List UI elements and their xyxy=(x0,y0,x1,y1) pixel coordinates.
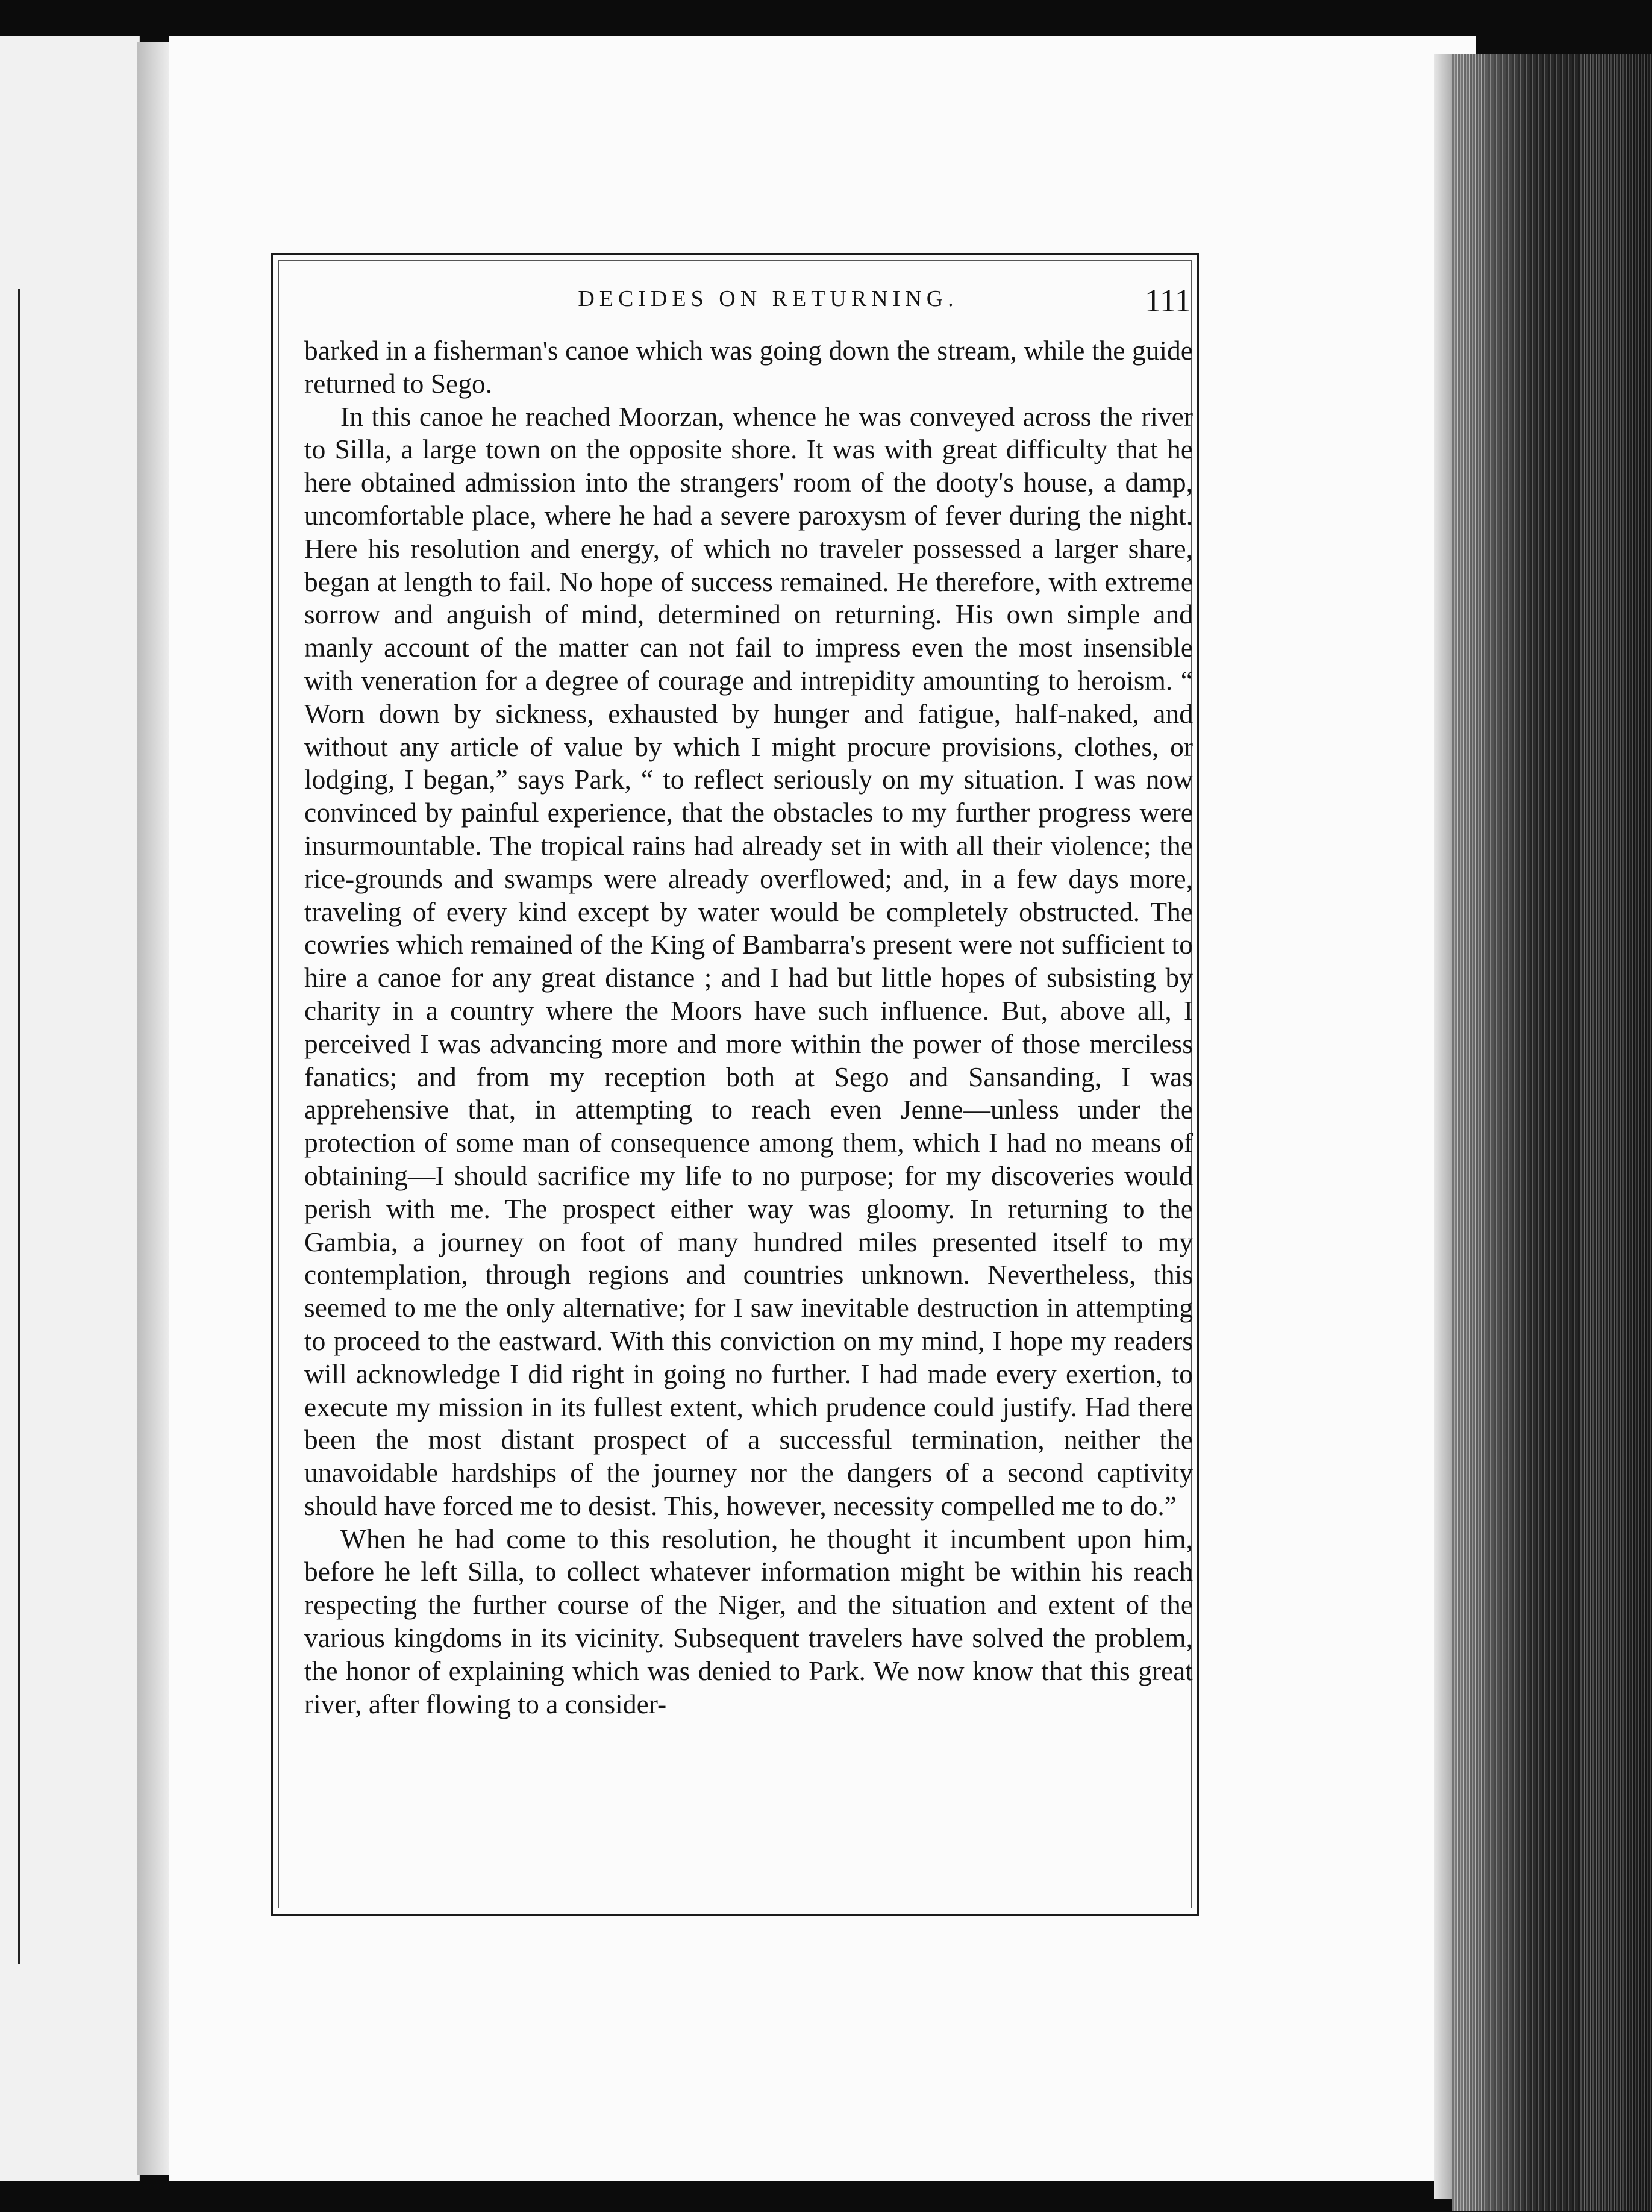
body-text xyxy=(304,334,1193,1720)
fore-edge-shading xyxy=(1452,54,1652,2211)
paragraph-park-account: In this canoe he reached Moorzan, whence he was conveyed across the river to Silla, a large town on the opposite shore. It was with great difficulty that he here obtained admission into the strangers' room of the dooty's house, a damp, uncomfortable place, where he had a severe paroxysm of fever during the night. Here his resolution and energy, of which no traveler possessed a larger share, began at length to fail. No hope of success remained. He therefore, with extreme sorrow and anguish of mind, determined on returning. His own simple and manly account of the matter can not fail to impress even the most insensible with veneration for a degree of courage and intrepidity amounting to heroism. “ Worn down by sickness, exhausted by hunger and fatigue, half-naked, and without any article of value by which I might procure provisions, clothes, or lodging, I began,” says Park, “ to reflect seriously on my situation. I was now convinced by painful experience, that the obstacles to my further progress were insurmountable. The tropical rains had already set in with all their violence; the rice-grounds and swamps were already overflowed; and, in a few days more, traveling of every kind except by water would be completely obstructed. The cowries which remained of the King of Bambarra's present were not sufficient to hire a canoe for any great distance ; and I had but little hopes of subsisting by charity in a country where the Moors have such influence. But, above all, I perceived I was advancing more and more within the power of those merciless fanatics; and from my reception both at Sego and Sansanding, I was apprehensive that, in attempting to reach even Jenne—unless under the protection of some man of consequence among them, which I had no means of obtaining—I should sacrifice my life to no purpose; for my discoveries would perish with me. The prospect either way was gloomy. In returning to the Gambia, a journey on foot of many hundred miles presented itself to my contemplation, through regions and countries unknown. Nevertheless, this seemed to me the only alternative; for I saw inevitable destruction in attempting to proceed to the eastward. With this conviction on my mind, I hope my readers will acknowledge I did right in going no further. I had made every exertion, to execute my mission in its fullest extent, which prudence could justify. Had there been the most distant prospect of a successful termination, neither the unavoidable hardships of the journey nor the dangers of a second captivity should have forced me to desist. This, however, necessity compelled me to do.” xyxy=(304,401,1193,1521)
page-header xyxy=(304,282,1196,324)
facing-page-rule xyxy=(0,289,20,1964)
page-number: 111 xyxy=(1145,283,1191,319)
running-head: DECIDES ON RETURNING. xyxy=(578,286,959,311)
book-gutter xyxy=(137,42,174,2175)
paragraph-niger-course: When he had come to this resolution, he thought it incumbent upon him, before he left Silla, to collect whatever information might be within his reach respecting the further course of the Niger, and the situation and extent of the various kingdoms in its vicinity. Subsequent travelers have solved the problem, the honor of explaining which was denied to Park. We now know that this great river, after flowing to a consider- xyxy=(304,1523,1193,1719)
facing-page-edge xyxy=(0,36,140,2181)
paragraph-continuation: barked in a fisherman's canoe which was going down the stream, while the guide returned to Sego. xyxy=(304,335,1193,399)
